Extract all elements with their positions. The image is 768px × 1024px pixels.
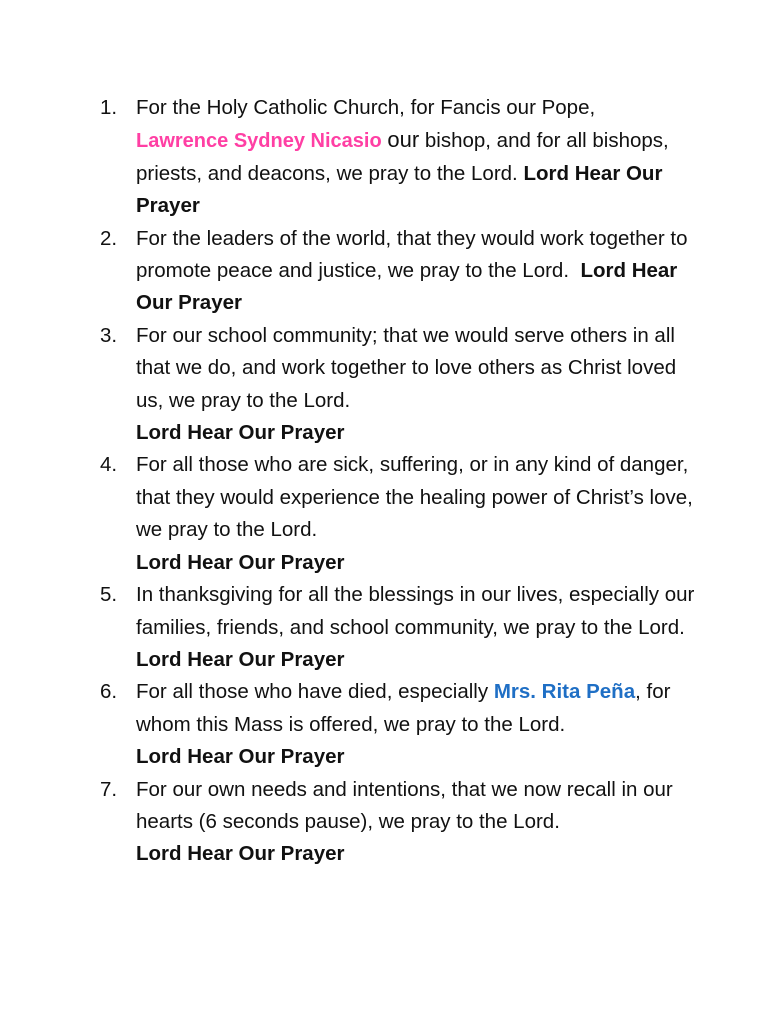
petition-2 (100, 223, 700, 320)
petition-1 (100, 92, 700, 223)
petition-number: 5. (100, 583, 118, 607)
petition-text: For our own needs and intentions, that we now recall in our hearts (6 seconds pause), we pray to the Lord. (136, 777, 673, 833)
petition-text-continued: bishop, and for all bishops, priests, and deacons, we pray to the Lord. (136, 129, 669, 185)
petition-response: Lord Hear Our Prayer (136, 550, 345, 574)
petition-5 (100, 579, 700, 676)
petition-response: Lord Hear Our Prayer (136, 745, 345, 769)
petition-response: Lord Hear Our Prayer (136, 259, 678, 315)
petition-number: 7. (100, 777, 118, 801)
petition-number: 6. (100, 680, 118, 704)
bishop-name: Lawrence Sydney Nicasio (136, 130, 382, 153)
petition-3 (100, 320, 700, 450)
petition-text: For the leaders of the world, that they would work together to promote peace and justice, we pray to the Lord. (136, 226, 688, 283)
petition-number: 3. (100, 323, 118, 347)
petition-text: In thanksgiving for all the blessings in our lives, especially our families, friends, and school community, we pray to the Lord. (136, 583, 695, 639)
petition-text: For the Holy Catholic Church, for Fancis our Pope, (136, 96, 596, 119)
petition-response: Lord Hear Our Prayer (136, 421, 345, 445)
petition-response: Lord Hear Our Prayer (136, 647, 345, 671)
petition-text: For our school community; that we would serve others in all that we do, and work together to love others as Christ loved us, we pray to the Lord. (136, 323, 677, 412)
petition-4 (100, 449, 700, 579)
petition-number: 1. (100, 96, 118, 119)
petition-7 (100, 774, 700, 871)
petition-response: Lord Hear Our Prayer (136, 161, 663, 218)
petition-text: For all those who have died, especially (136, 680, 489, 704)
petition-text: For all those who are sick, suffering, or in any kind of danger, that they would experience the healing power of Christ’s love, we pray to the Lord. (136, 453, 693, 542)
bishop-our-word: our (387, 127, 420, 153)
petition-number: 4. (100, 453, 118, 477)
deceased-name: Mrs. Rita Peña (493, 680, 636, 704)
petition-6 (100, 676, 700, 773)
petition-text-continued: , for whom this Mass is offered, we pray to the Lord. (136, 680, 671, 736)
petition-number: 2. (100, 226, 118, 250)
petitions-list (100, 92, 700, 871)
petition-response: Lord Hear Our Prayer (136, 842, 345, 866)
